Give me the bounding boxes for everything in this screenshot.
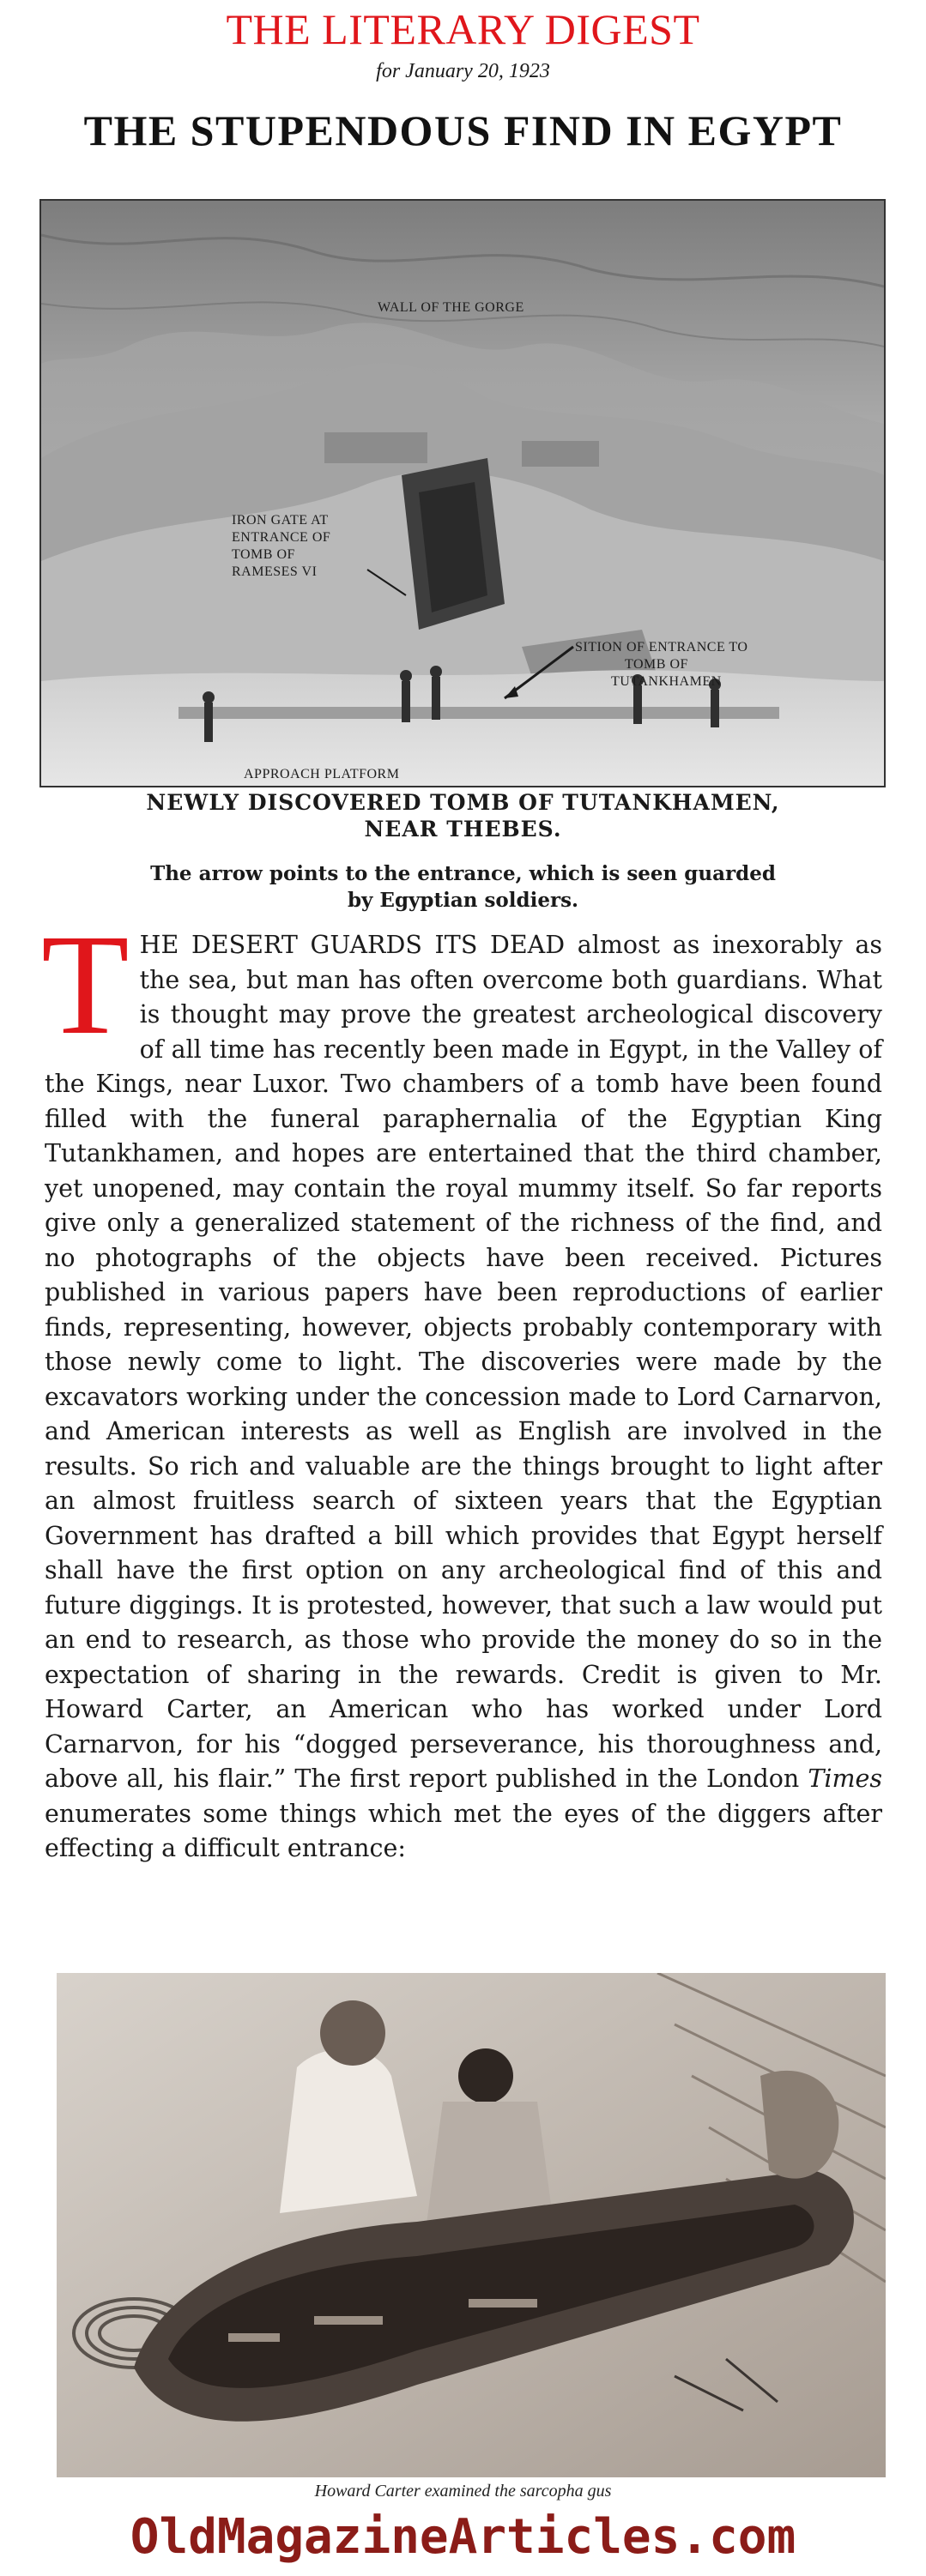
- carter-photo: [57, 1973, 886, 2477]
- label-approach-platform: APPROACH PLATFORM: [244, 767, 400, 781]
- photo-caption-line-3: The arrow points to the entrance, which is seen guarded: [150, 862, 776, 885]
- dateline: for January 20, 1923: [376, 60, 550, 82]
- label-wall-of-gorge: WALL OF THE GORGE: [378, 300, 524, 315]
- article-text-2: enumerates some things which met the eyes of the diggers after effecting a difficult entrance:: [45, 1799, 882, 1862]
- label-iron-gate-1: IRON GATE AT: [232, 513, 329, 528]
- label-position-1: SITION OF ENTRANCE TO: [575, 640, 748, 655]
- photo-caption-description: [0, 860, 926, 914]
- footer-watermark: OldMagazineArticles.com: [130, 2509, 796, 2565]
- photo-caption-line-1: NEWLY DISCOVERED TOMB OF TUTANKHAMEN,: [146, 790, 780, 815]
- photo-caption-title: [0, 789, 926, 842]
- article-body: [41, 905, 882, 1867]
- carter-photo-caption: Howard Carter examined the sarcopha gus: [314, 2482, 612, 2501]
- label-iron-gate-3: TOMB OF: [232, 547, 295, 562]
- photo-caption-line-2: NEAR THEBES.: [364, 817, 562, 842]
- headline: THE STUPENDOUS FIND IN EGYPT: [83, 106, 843, 154]
- label-position-3: TUTANKHAMEN: [611, 674, 722, 689]
- article-lead: HE DESERT GUARDS ITS DEAD: [139, 931, 566, 959]
- masthead-title: THE LITERARY DIGEST: [226, 5, 700, 53]
- article-text-1: almost as inexorably as the sea, but man has often overcome both guardians. What is thought may prove the greatest archeological discovery of all time has recently been made in Egypt, in the Valley of the Kings, near Luxor. Two chambers of a tomb have been found filled with the funeral paraphernalia of the Egyptian King Tutankhamen, and hopes are entertained that the third chamber, yet unopened, may contain the royal mummy itself. So far reports give only a generalized statement of the richness of the find, and no photographs of the objects have been received. Pictures published in various papers have been reproductions of earlier finds, representing, however, objects probably contemporary with those newly come to light. The discoveries were made by the excavators working under the concession made to Lord Carnarvon, and American interests as well as English are involved in the results. So rich and valuable are the things brought to light after an almost fruitless search of sixteen years that the Egyptian Government has drafted a bill which provides that Egypt herself shall have the first option on any archeological find of this and future diggings. It is protested, however, that such a law would put an end to research, as those who provide the money do so in the expectation of sharing in the rewards. Credit is given to Mr. Howard Carter, an American who has worked under Lord Carnarvon, for his “dogged perseverance, his thoroughness and, above all, his flair.” The first report published in the London: [45, 931, 882, 1793]
- photo-caption-line-4: by Egyptian soldiers.: [347, 889, 579, 912]
- label-position-2: TOMB OF: [625, 657, 688, 672]
- article-times: Times: [808, 1765, 882, 1793]
- label-iron-gate-2: ENTRANCE OF: [232, 530, 331, 545]
- tomb-photo: [39, 199, 886, 787]
- drop-cap: T: [41, 905, 130, 1065]
- label-iron-gate-4: RAMESES VI: [232, 564, 318, 579]
